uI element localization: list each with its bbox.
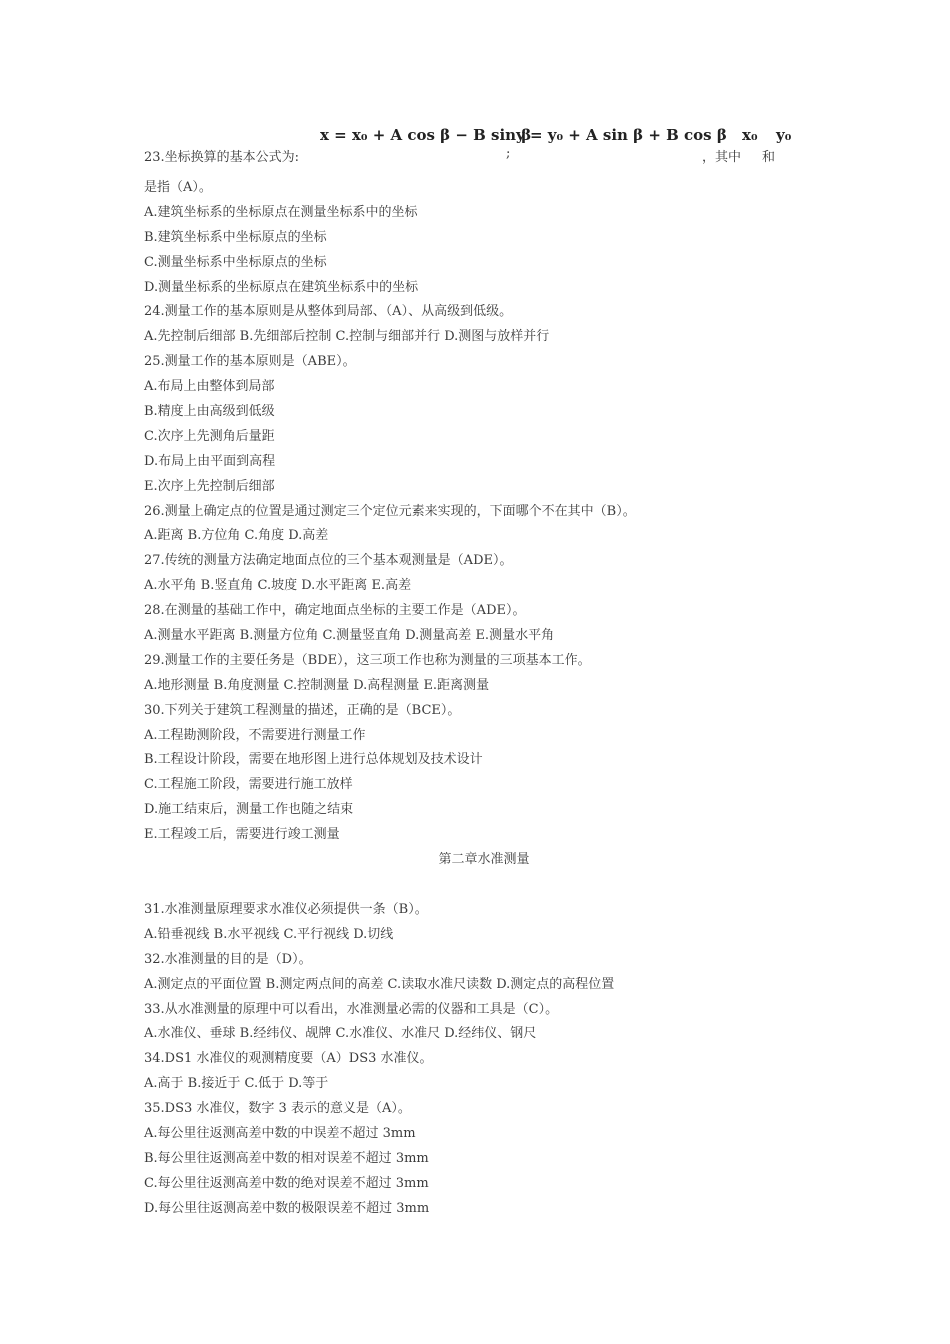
text-line: 24.测量工作的基本原则是从整体到局部、（A）、从高级到低级。 (144, 304, 513, 320)
text-line: B.建筑坐标系中坐标原点的坐标 (144, 229, 327, 245)
text-line: 是指（A）。 (144, 180, 212, 195)
formula-y: y = y₀ + A sin β + B cos β (516, 126, 727, 144)
text-line: 33.从水准测量的原理中可以看出，水准测量必需的仪器和工具是（C）。 (144, 1001, 559, 1017)
text-line: A.测量水平距离 B.测量方位角 C.测量竖直角 D.测量高差 E.测量水平角 (144, 628, 555, 644)
text-line: C.次序上先测角后量距 (144, 428, 275, 444)
text-line: A.先控制后细部 B.先细部后控制 C.控制与细部并行 D.测图与放样并行 (144, 329, 550, 345)
text-line: 35.DS3 水准仪，数字 3 表示的意义是（A）。 (144, 1101, 411, 1117)
formula-x: x = x₀ + A cos β − B sin β (320, 126, 532, 144)
text-line: A.测定点的平面位置 B.测定两点间的高差 C.读取水准尺读数 D.测定点的高程位置 (144, 976, 615, 992)
question-23-formula-row (144, 124, 824, 168)
text-line: A.布局上由整体到局部 (144, 379, 275, 395)
text-line: D.布局上由平面到高程 (144, 453, 276, 469)
chapter-heading: 第二章水准测量 (438, 852, 530, 868)
variable-y0: y₀ (776, 126, 792, 144)
text-line: 34.DS1 水准仪的观测精度要（A）DS3 水准仪。 (144, 1051, 433, 1067)
text-line: A.建筑坐标系的坐标原点在测量坐标系中的坐标 (144, 204, 418, 220)
text-line: 28.在测量的基础工作中，确定地面点坐标的主要工作是（ADE）。 (144, 603, 526, 619)
section-chapter-one-questions (144, 176, 824, 848)
text-line: 29.测量工作的主要任务是（BDE），这三项工作也称为测量的三项基本工作。 (144, 652, 591, 668)
text-line: C.工程施工阶段，需要进行施工放样 (144, 777, 353, 793)
text-line: B.精度上由高级到低级 (144, 404, 275, 420)
formula-separator: ; (506, 146, 511, 161)
text-line: A.水平角 B.竖直角 C.坡度 D.水平距离 E.高差 (144, 578, 412, 594)
text-line: D.测量坐标系的坐标原点在建筑坐标系中的坐标 (144, 279, 419, 295)
text-line: A.距离 B.方位角 C.角度 D.高差 (144, 528, 329, 544)
formula-and-text: 和 (762, 150, 776, 165)
section-chapter-two-questions (144, 898, 824, 1222)
text-line: 30.下列关于建筑工程测量的描述，正确的是（BCE）。 (144, 702, 461, 718)
text-line: B.每公里往返测高差中数的相对误差不超过 3mm (144, 1150, 429, 1166)
text-line: C.测量坐标系中坐标原点的坐标 (144, 254, 327, 270)
formula-where-text: ，其中 (702, 150, 742, 165)
text-line: A.铅垂视线 B.水平视线 C.平行视线 D.切线 (144, 926, 394, 942)
text-line: C.每公里往返测高差中数的绝对误差不超过 3mm (144, 1175, 429, 1191)
text-line: 27.传统的测量方法确定地面点位的三个基本观测量是（ADE）。 (144, 553, 513, 569)
text-line: 31.水准测量原理要求水准仪必须提供一条（B）。 (144, 901, 428, 917)
document-body (144, 176, 824, 1222)
text-line: B.工程设计阶段，需要在地形图上进行总体规划及技术设计 (144, 752, 483, 768)
text-line: E.次序上先控制后细部 (144, 478, 275, 494)
text-line: A.地形测量 B.角度测量 C.控制测量 D.高程测量 E.距离测量 (144, 677, 490, 693)
variable-x0: x₀ (742, 126, 758, 144)
text-line: A.工程勘测阶段，不需要进行测量工作 (144, 727, 366, 743)
text-line: A.水准仪、垂球 B.经纬仪、觇牌 C.水准仪、水准尺 D.经纬仪、钢尺 (144, 1026, 537, 1042)
text-line: 32.水准测量的目的是（D）。 (144, 951, 312, 967)
text-line: D.施工结束后，测量工作也随之结束 (144, 802, 354, 818)
question-23-prefix: 23.坐标换算的基本公式为: (144, 150, 300, 165)
spacer (144, 873, 824, 898)
text-line: 25.测量工作的基本原则是（ABE）。 (144, 354, 356, 370)
text-line: A.高于 B.接近于 C.低于 D.等于 (144, 1076, 329, 1092)
text-line: 26.测量上确定点的位置是通过测定三个定位元素来实现的，下面哪个不在其中（B）。 (144, 503, 636, 519)
text-line: E.工程竣工后，需要进行竣工测量 (144, 827, 340, 843)
text-line: A.每公里往返测高差中数的中误差不超过 3mm (144, 1125, 416, 1141)
text-line: D.每公里往返测高差中数的极限误差不超过 3mm (144, 1200, 430, 1216)
